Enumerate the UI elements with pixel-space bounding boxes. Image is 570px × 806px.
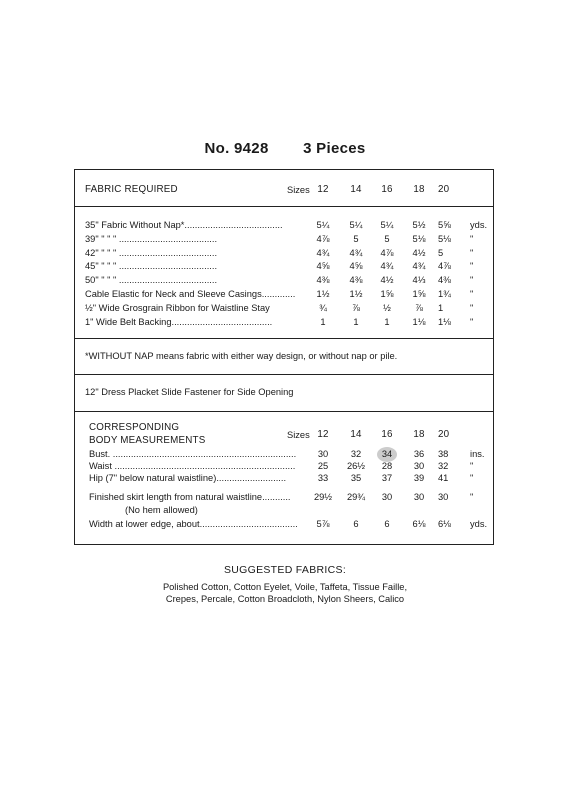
divider — [75, 374, 493, 375]
row-unit: " — [470, 247, 474, 258]
row-value: 4¾ — [412, 261, 426, 272]
row-label: Bust. ....................................................................... — [89, 449, 297, 459]
row-value: 4½ — [380, 275, 394, 286]
size-header: 12 — [317, 429, 329, 440]
fastener-note: 12" Dress Placket Slide Fastener for Side Opening — [85, 387, 294, 397]
row-value: 1¾ — [438, 289, 451, 299]
row-value: 1⅛ — [412, 316, 426, 327]
row-value: 4½ — [412, 247, 426, 258]
pattern-pieces: 3 Pieces — [303, 140, 366, 157]
row-value: 5¼ — [380, 220, 394, 230]
row-unit: " — [470, 233, 474, 244]
row-unit: " — [470, 275, 474, 286]
divider — [75, 206, 493, 207]
row-value: 1 — [353, 316, 359, 327]
row-value: 5⅛ — [412, 233, 426, 244]
row-value: 5⅝ — [438, 220, 451, 230]
row-value: 1 — [320, 316, 326, 327]
measure-label: Finished skirt length from natural waistline........... — [89, 492, 291, 502]
measure-value: 30 — [381, 492, 393, 502]
measure-value: 5⅞ — [316, 519, 330, 529]
measure-value: 30 — [413, 492, 425, 502]
suggested-fabrics-heading: SUGGESTED FABRICS: — [223, 564, 347, 576]
measure-label: Width at lower edge, about...................................... — [89, 519, 298, 529]
measure-value: 29½ — [313, 492, 333, 502]
hem-note: (No hem allowed) — [125, 505, 198, 515]
row-unit: " — [470, 316, 474, 327]
row-value: 5¼ — [349, 220, 363, 230]
row-unit: ins. — [470, 449, 485, 459]
row-value: 4⅝ — [316, 261, 330, 272]
row-value: ⅞ — [352, 302, 360, 313]
row-unit: " — [470, 261, 474, 272]
measure-unit: " — [470, 492, 474, 502]
divider — [75, 411, 493, 412]
measure-value: 6⅛ — [438, 519, 451, 529]
row-value: 4¾ — [349, 247, 363, 258]
row-value: 37 — [381, 473, 393, 484]
row-value — [374, 449, 400, 462]
row-value: 4⅞ — [316, 233, 330, 244]
size-header: 18 — [413, 429, 425, 440]
row-value: 1⅝ — [380, 289, 394, 299]
measure-value: 6 — [353, 519, 359, 529]
row-value: 4¾ — [316, 247, 330, 258]
highlighted-value: 34 — [377, 447, 397, 462]
size-header: 16 — [381, 429, 393, 440]
size-header: 20 — [438, 429, 450, 440]
row-value: 5¼ — [316, 220, 330, 230]
row-label: ½" Wide Grosgrain Ribbon for Waistline Stay — [85, 302, 270, 313]
body-measurements-heading-2: BODY MEASUREMENTS — [89, 435, 206, 446]
row-unit: " — [470, 473, 474, 484]
measure-unit: yds. — [470, 519, 488, 529]
row-value: ⅞ — [415, 302, 423, 313]
suggested-fabrics-line: Polished Cotton, Cotton Eyelet, Voile, Taffeta, Tissue Faille, — [162, 582, 408, 592]
row-value: 30 — [413, 461, 425, 472]
size-header: 14 — [350, 429, 362, 440]
row-value: 33 — [317, 473, 329, 484]
row-value: 25 — [317, 461, 329, 472]
without-nap-note: *WITHOUT NAP means fabric with either way design, or without nap or pile. — [85, 351, 398, 361]
pattern-title — [0, 140, 570, 157]
measure-value: 6⅛ — [412, 519, 426, 529]
row-value: 30 — [317, 449, 329, 459]
measure-value: 29¾ — [346, 492, 366, 502]
row-value: ¾ — [319, 302, 327, 313]
row-value: 1½ — [316, 289, 330, 299]
row-unit: " — [470, 461, 474, 472]
row-value: 28 — [381, 461, 393, 472]
row-value: 5 — [438, 247, 444, 258]
row-value: 26½ — [346, 461, 366, 472]
row-value: 35 — [350, 473, 362, 484]
sizes-label: Sizes — [287, 430, 310, 440]
size-header: 14 — [350, 184, 362, 195]
row-label: 39" " " " ...................................... — [85, 233, 218, 244]
row-value: 4⅝ — [349, 261, 363, 272]
row-unit: " — [470, 302, 474, 313]
row-value: 38 — [438, 449, 449, 459]
pattern-number: No. 9428 — [204, 140, 269, 157]
measure-value: 30 — [438, 492, 449, 502]
suggested-fabrics-line: Crepes, Percale, Cotton Broadcloth, Nylon Sheers, Calico — [165, 594, 405, 604]
row-value: 5⅛ — [438, 233, 451, 244]
row-value: 1⅝ — [412, 289, 426, 299]
divider — [75, 338, 493, 339]
measure-value: 6 — [384, 519, 390, 529]
row-value: 1½ — [349, 289, 363, 299]
row-value: 4⅜ — [349, 275, 363, 286]
row-value: 5 — [384, 233, 390, 244]
row-label: Waist ...................................................................... — [89, 461, 296, 472]
row-value: 1⅛ — [438, 316, 451, 327]
row-unit: yds. — [470, 220, 488, 230]
row-value: 4⅞ — [438, 261, 451, 272]
row-label: 42" " " " ...................................... — [85, 247, 218, 258]
row-value: 39 — [413, 473, 425, 484]
row-value: 4⅓ — [412, 275, 426, 286]
row-value: 41 — [438, 473, 449, 484]
sizes-label: Sizes — [287, 185, 310, 195]
row-value: 4⅜ — [438, 275, 451, 286]
row-label: Cable Elastic for Neck and Sleeve Casings............. — [85, 289, 296, 299]
size-header: 12 — [317, 184, 329, 195]
body-measurements-heading-1: CORRESPONDING — [89, 422, 180, 433]
row-label: 45" " " " ...................................... — [85, 261, 218, 272]
row-unit: " — [470, 289, 474, 299]
row-value: 4¾ — [380, 261, 394, 272]
row-value: 32 — [438, 461, 449, 472]
fabric-required-heading: FABRIC REQUIRED — [85, 184, 178, 195]
row-label: Hip (7" below natural waistline)........................... — [89, 473, 287, 484]
size-header: 20 — [438, 184, 450, 195]
row-value: 4⅜ — [316, 275, 330, 286]
row-value: 1 — [438, 302, 444, 313]
row-value: 36 — [413, 449, 425, 459]
size-header: 18 — [413, 184, 425, 195]
row-label: 35" Fabric Without Nap*...................................... — [85, 220, 283, 230]
row-value: 1 — [384, 316, 390, 327]
yardage-chart — [74, 169, 494, 545]
row-value: 5½ — [412, 220, 426, 230]
size-header: 16 — [381, 184, 393, 195]
row-value: ½ — [383, 302, 391, 313]
row-value: 4⅞ — [380, 247, 394, 258]
row-value: 5 — [353, 233, 359, 244]
row-label: 50" " " " ...................................... — [85, 275, 218, 286]
row-label: 1" Wide Belt Backing....................................... — [85, 316, 273, 327]
row-value: 32 — [350, 449, 362, 459]
